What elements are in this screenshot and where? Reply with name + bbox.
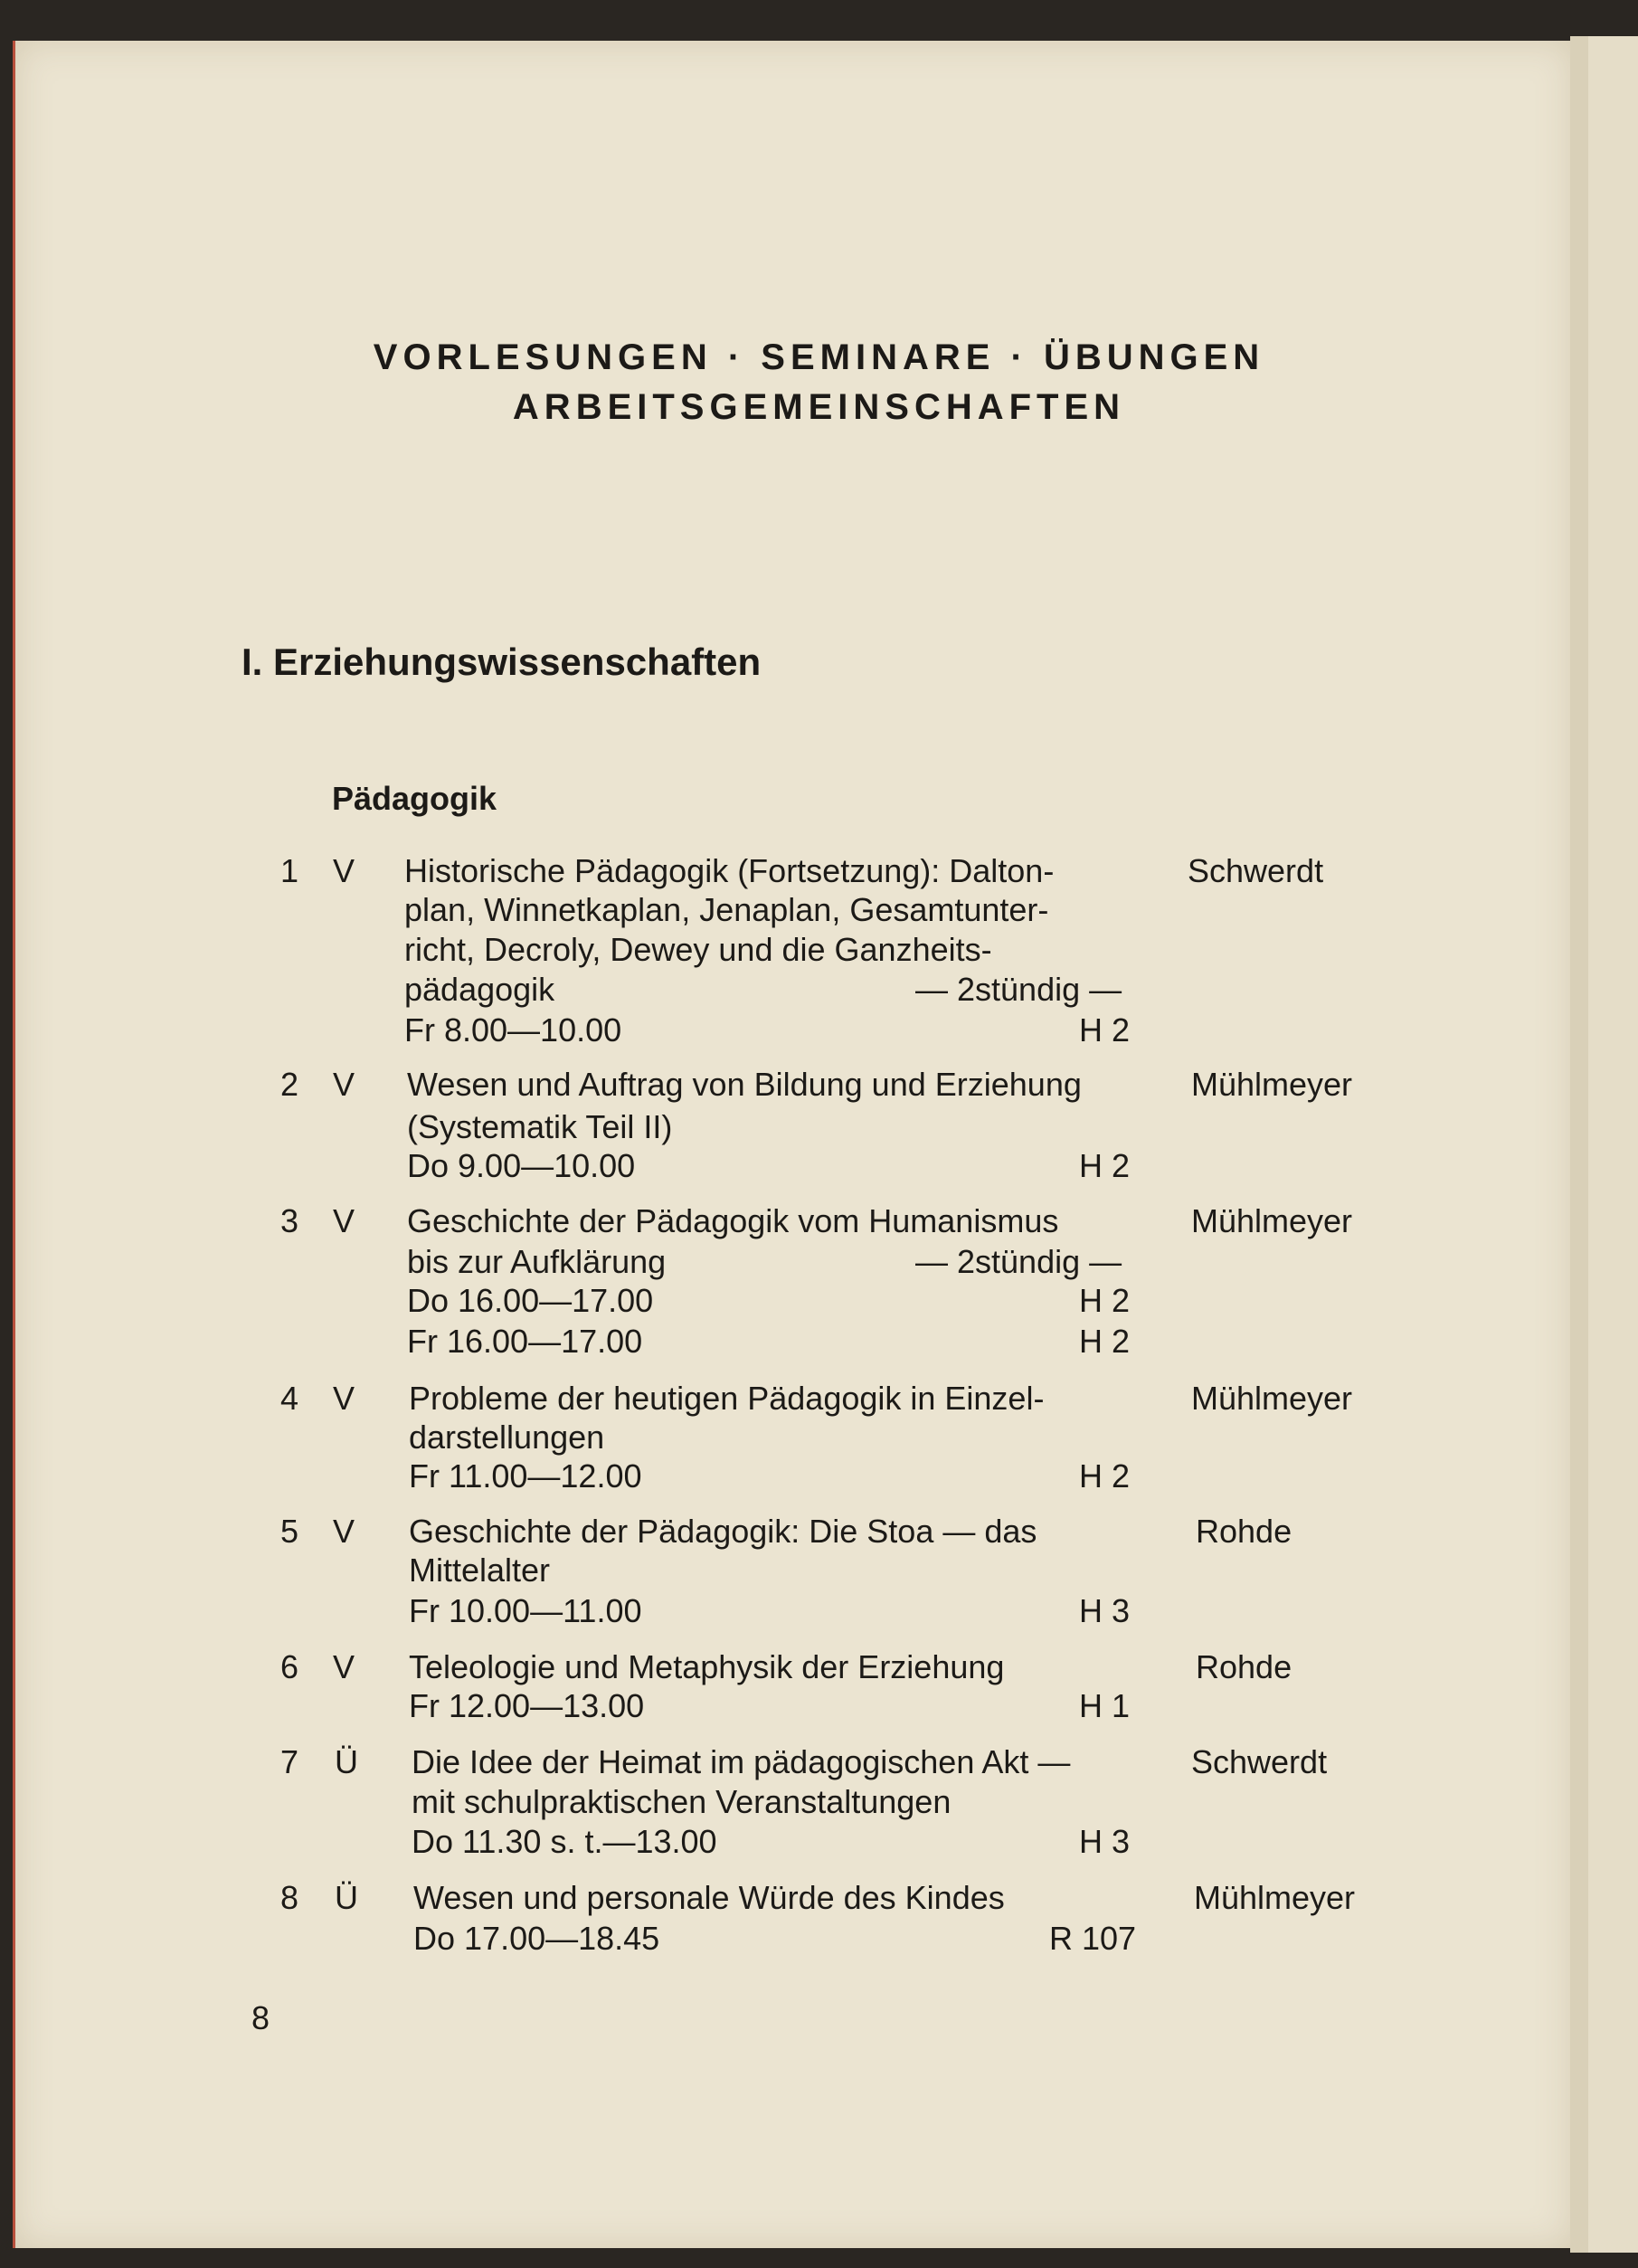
course-lecturer: Rohde <box>1196 1513 1292 1550</box>
course-title-line: (Systematik Teil II) <box>407 1108 673 1145</box>
course-title-line: richt, Decroly, Dewey und die Ganzheits- <box>404 931 992 968</box>
page-number: 8 <box>251 1999 270 2036</box>
course-lecturer: Mühlmeyer <box>1191 1380 1353 1417</box>
course-time: Fr 12.00—13.00 <box>409 1687 645 1724</box>
course-lecturer: Schwerdt <box>1191 1743 1328 1780</box>
course-lecturer: Mühlmeyer <box>1191 1202 1353 1239</box>
course-type: V <box>333 1648 355 1685</box>
hours-note: — 2stündig — <box>915 1243 1122 1280</box>
course-title-line: Teleologie und Metaphysik der Erziehung <box>409 1648 1005 1685</box>
subsection-title: Pädagogik <box>332 780 497 817</box>
course-title-line: Probleme der heutigen Pädagogik in Einzel- <box>409 1380 1045 1417</box>
course-title-line: Geschichte der Pädagogik: Die Stoa — das <box>409 1513 1037 1550</box>
course-type: Ü <box>335 1743 358 1780</box>
course-lecturer: Mühlmeyer <box>1191 1066 1353 1103</box>
course-title-line: Historische Pädagogik (Fortsetzung): Dalton- <box>404 852 1055 889</box>
course-time: Do 11.30 s. t.—13.00 <box>412 1823 717 1860</box>
course-time: Do 16.00—17.00 <box>407 1282 654 1319</box>
header-line-2: ARBEITSGEMEINSCHAFTEN <box>512 387 1126 427</box>
course-number: 3 <box>279 1202 298 1239</box>
course-time: Fr 10.00—11.00 <box>409 1592 642 1629</box>
course-time: Fr 16.00—17.00 <box>407 1323 643 1360</box>
course-number: 8 <box>279 1879 298 1916</box>
course-type: V <box>333 1380 355 1417</box>
course-type: V <box>333 1513 355 1550</box>
course-lecturer: Mühlmeyer <box>1194 1879 1356 1916</box>
header-line-1: VORLESUNGEN · SEMINARE · ÜBUNGEN <box>373 337 1265 377</box>
course-type: V <box>333 1066 355 1103</box>
course-lecturer: Schwerdt <box>1188 852 1324 889</box>
course-number: 1 <box>279 852 298 889</box>
course-title-line: pädagogik <box>404 971 555 1008</box>
course-time: Do 17.00—18.45 <box>413 1920 660 1957</box>
course-room: H 1 <box>1079 1687 1131 1724</box>
course-time: Do 9.00—10.00 <box>407 1147 636 1184</box>
course-room: R 107 <box>1049 1920 1137 1957</box>
course-number: 6 <box>279 1648 298 1685</box>
course-number: 7 <box>279 1743 298 1780</box>
course-number: 5 <box>279 1513 298 1550</box>
course-title-line: Die Idee der Heimat im pädagogischen Akt — <box>412 1743 1071 1780</box>
course-title-line: bis zur Aufklärung <box>407 1243 667 1280</box>
course-title-line: plan, Winnetkaplan, Jenaplan, Gesamtunter- <box>404 891 1049 928</box>
course-lecturer: Rohde <box>1196 1648 1292 1685</box>
hours-note: — 2stündig — <box>915 971 1122 1008</box>
course-title-line: Mittelalter <box>409 1552 551 1589</box>
course-time: Fr 11.00—12.00 <box>409 1457 642 1495</box>
course-type: V <box>333 1202 355 1239</box>
course-time: Fr 8.00—10.00 <box>404 1011 622 1049</box>
course-room: H 2 <box>1079 1011 1131 1049</box>
course-room: H 2 <box>1079 1457 1131 1495</box>
course-room: H 3 <box>1079 1592 1131 1629</box>
course-title-line: darstellungen <box>409 1419 605 1456</box>
course-room: H 2 <box>1079 1147 1131 1184</box>
course-title-line: Wesen und Auftrag von Bildung und Erziehung <box>407 1066 1082 1103</box>
course-title-line: mit schulpraktischen Veranstaltungen <box>412 1783 952 1820</box>
course-room: H 2 <box>1079 1282 1131 1319</box>
course-number: 4 <box>279 1380 298 1417</box>
course-type: Ü <box>335 1879 358 1916</box>
course-room: H 2 <box>1079 1323 1131 1360</box>
course-room: H 3 <box>1079 1823 1131 1860</box>
course-type: V <box>333 852 355 889</box>
course-title-line: Wesen und personale Würde des Kindes <box>413 1879 1005 1916</box>
course-title-line: Geschichte der Pädagogik vom Humanismus <box>407 1202 1059 1239</box>
course-number: 2 <box>279 1066 298 1103</box>
section-title: I. Erziehungswissenschaften <box>241 641 762 683</box>
